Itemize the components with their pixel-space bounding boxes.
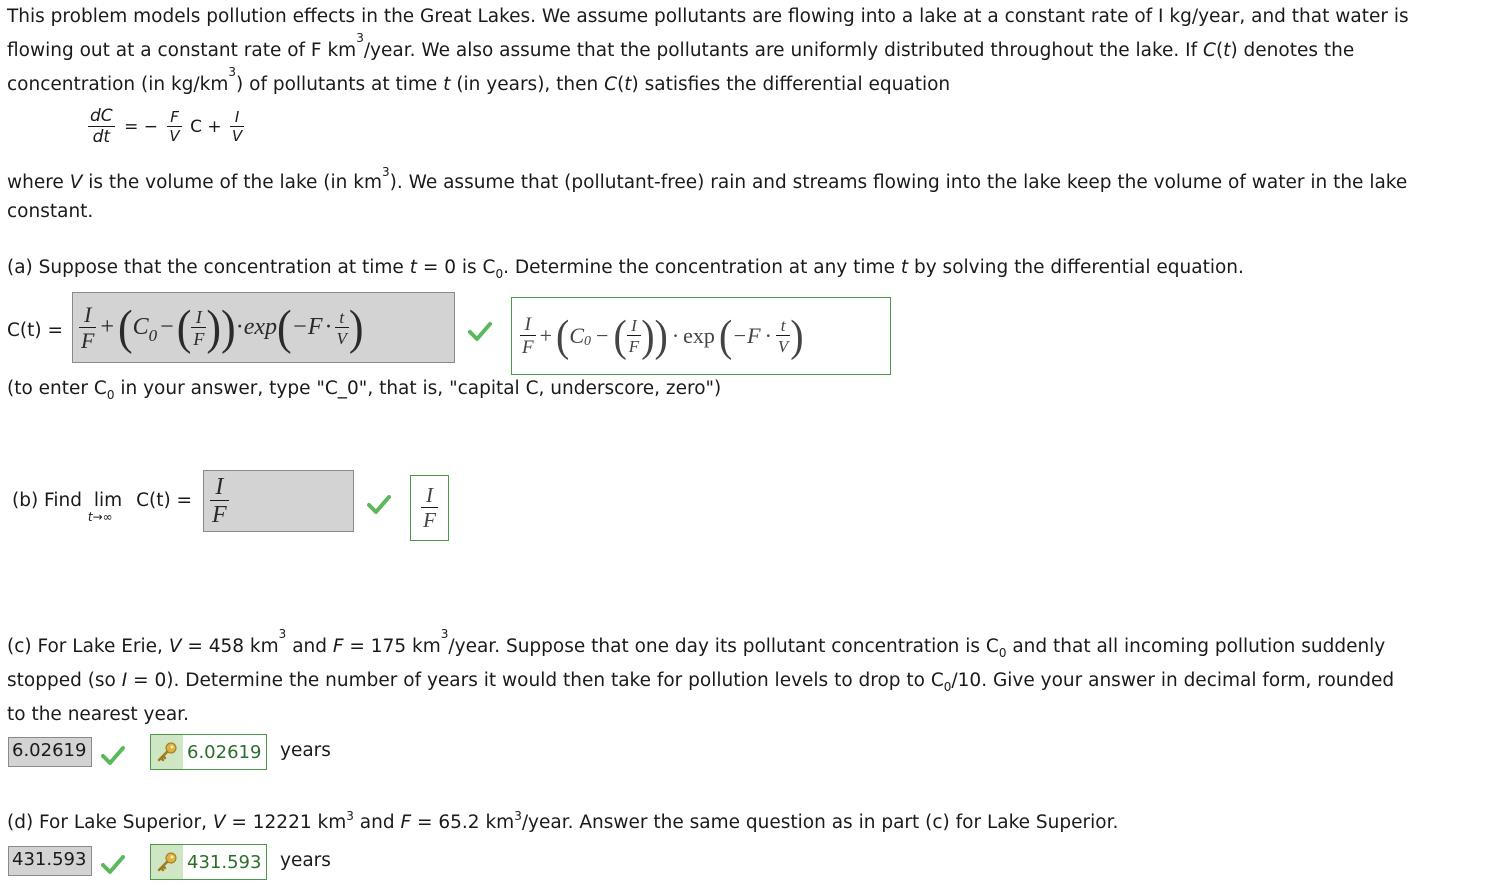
part-c-prompt: (c) For Lake Erie, V = 458 $km^3$ and F = 175 $km^3$/year. Suppose that one day its pollutant concentration is $C_0$ and that all incoming pollution suddenly stopped (so I = 0). Determine the number of years it would then take for pollution levels to drop to $C_0/10$. Give your answer in decimal form, rounded to the nearest year. — [7, 627, 1395, 725]
intro-line-1: This problem models pollution effects in the Great Lakes. We assume pollutants are flowing into a lake at a constant rate of I kg/year, and that water is — [7, 6, 1409, 27]
part-a-prompt: (a) Suppose that the concentration at time t = 0 is $C_0$. Determine the concentration at any time t by solving the differential equation. — [7, 257, 1244, 281]
part-d-prompt: (d) For Lake Superior, V = 12221 $km^3$ and F = 65.2 $km^3$/year. Answer the same question as in part (c) for Lake Superior. — [7, 809, 1119, 833]
intro-paragraph — [7, 0, 1409, 102]
part-b-prompt: (b) Find lim t→∞ C(t) = — [12, 490, 193, 524]
part-a-label: C(t) = — [7, 320, 63, 341]
part-a-hint: (to enter $C_0$ in your answer, type "C_0", that is, "capital C, underscore, zero") — [7, 378, 722, 402]
where-paragraph — [7, 165, 1408, 226]
part-d-unit: years — [280, 850, 331, 871]
intro-line-3: concentration (in $kg/km^3$) of pollutants at time t (in years), then C(t) satisfies the differential equation — [7, 65, 951, 95]
F-over-V-fraction: $\frac{F}{V}$ — [169, 108, 180, 145]
part-c-answer-input[interactable]: 6.02619 — [8, 737, 92, 767]
part-d-correct-answer: 431.593 — [150, 844, 267, 880]
part-c-correct-answer: 6.02619 — [150, 734, 267, 770]
intro-line-2: flowing out at a constant rate of F $km^3$/year. We also assume that the pollutants are uniformly distributed throughout the lake. If C(t) denotes the — [7, 31, 1355, 61]
part-a-answer-input[interactable]: $\frac{I}{F}$ + ( C $_0$ − ( $\frac{I}{F}$ ) ) · exp ( −F · $\frac{t}{V}$ ) — [72, 292, 455, 363]
dC-dt-fraction: $\frac{dC}{dt}$ — [90, 106, 113, 147]
check-icon — [101, 744, 125, 766]
where-line-1: where V is the volume of the lake (in $km^3$). We assume that (pollutant-free) rain and streams flowing into the lake keep the volume of water in the lake — [7, 165, 1408, 193]
part-b-answer-input[interactable]: $\frac{I}{F}$ — [203, 470, 354, 532]
key-icon — [151, 735, 183, 769]
part-b-correct-answer: $\frac{I}{F}$ — [410, 475, 449, 541]
I-over-V-fraction: $\frac{I}{V}$ — [232, 108, 243, 145]
part-a-correct-answer: $\frac{I}{F}$ + ( C $_0$ − ( $\frac{I}{F}$ ) ) · exp ( −F · $\frac{t}{V}$ ) — [511, 297, 891, 375]
check-icon — [367, 493, 391, 515]
check-icon — [468, 320, 492, 342]
part-d-answer-input[interactable]: 431.593 — [8, 846, 92, 876]
where-line-2: constant. — [7, 201, 94, 222]
key-icon — [151, 845, 183, 879]
part-c-unit: years — [280, 740, 331, 761]
differential-equation: $\frac{dC}{dt}$ = − $\frac{F}{V}$ C + $\frac{I}{V}$ — [90, 106, 243, 147]
check-icon — [101, 853, 125, 875]
